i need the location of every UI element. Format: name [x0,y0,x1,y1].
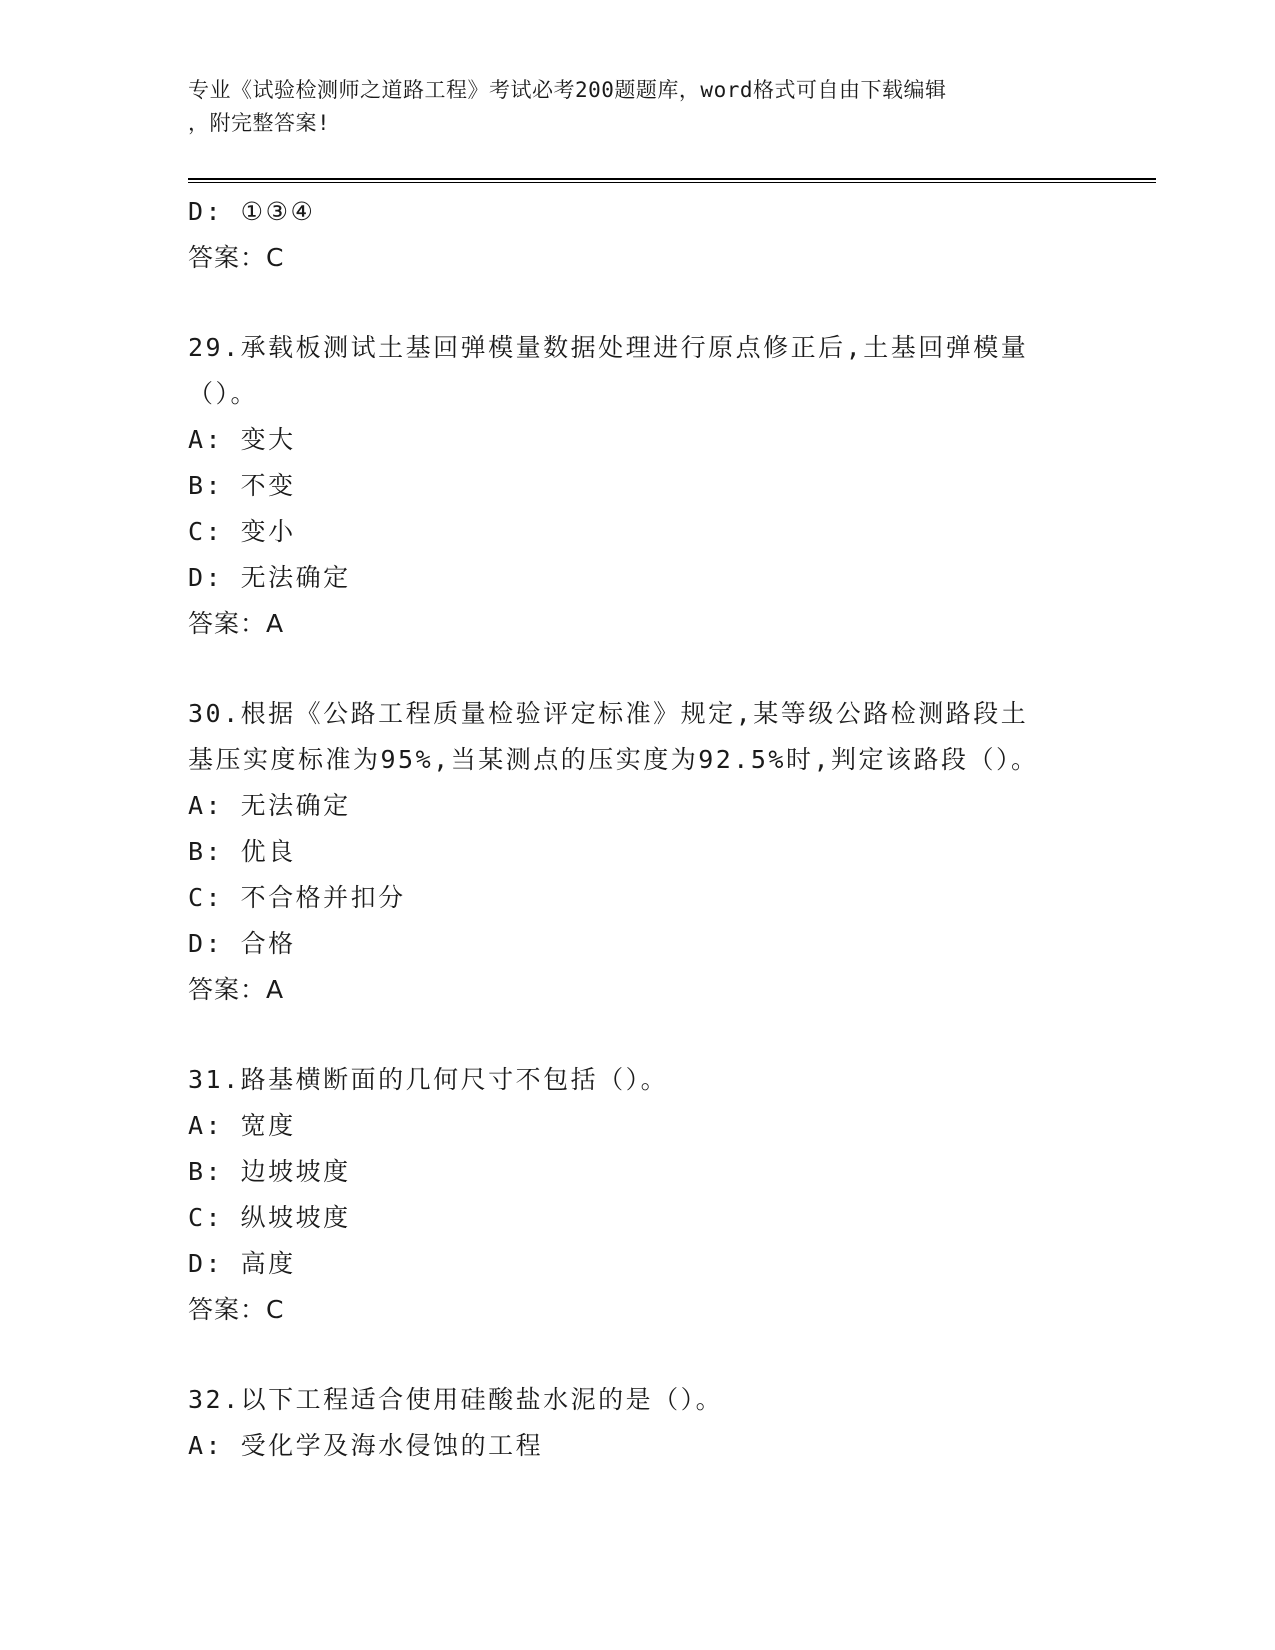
header-title-line-1: 专业《试验检测师之道路工程》考试必考200题题库，word格式可自由下载编辑 [188,78,947,102]
previous-question-tail [188,189,1088,281]
question-stem-line: 31.路基横断面的几何尺寸不包括（）。 [188,1065,669,1094]
answer-line: 答案：A [188,975,285,1004]
question-stem [188,1057,1088,1103]
question-stem [188,691,1088,783]
question-31 [188,1057,1088,1333]
header-divider-thin [188,182,1156,183]
question-29 [188,325,1088,647]
question-stem-line: 30.根据《公路工程质量检验评定标准》规定,某等级公路检测路段土 [188,699,1029,728]
answer-line: 答案：A [188,609,285,638]
spacer [188,281,1088,325]
option-d: D: 无法确定 [188,563,351,592]
option-d: D: 合格 [188,929,296,958]
spacer [188,1013,1088,1057]
option-c: C: 变小 [188,517,296,546]
option-b: B: 优良 [188,837,296,866]
option-b: B: 不变 [188,471,296,500]
answer-line: 答案：C [188,1295,285,1324]
option-a: A: 宽度 [188,1111,296,1140]
option-c: C: 不合格并扣分 [188,883,406,912]
question-stem [188,1377,1088,1423]
question-list [188,189,1088,1469]
document-header [188,74,1068,140]
question-stem-line: 29.承载板测试土基回弹模量数据处理进行原点修正后,土基回弹模量 [188,333,1029,362]
option-b: B: 边坡坡度 [188,1157,351,1186]
answer-line: 答案：C [188,243,285,272]
question-stem-line: （）。 [188,379,259,408]
spacer [188,647,1088,691]
question-stem-line: 32.以下工程适合使用硅酸盐水泥的是（）。 [188,1385,724,1414]
option-d: D: 高度 [188,1249,296,1278]
question-30 [188,691,1088,1013]
option-c: C: 纵坡坡度 [188,1203,351,1232]
option-d: D: ①③④ [188,197,316,226]
option-a: A: 变大 [188,425,296,454]
header-divider-thick [188,178,1156,180]
option-a: A: 无法确定 [188,791,351,820]
option-a: A: 受化学及海水侵蚀的工程 [188,1431,544,1460]
question-stem [188,325,1088,417]
question-stem-line: 基压实度标准为95%,当某测点的压实度为92.5%时,判定该路段（）。 [188,745,1039,774]
spacer [188,1333,1088,1377]
question-32 [188,1377,1088,1469]
header-title-line-2: ，附完整答案! [188,111,331,135]
